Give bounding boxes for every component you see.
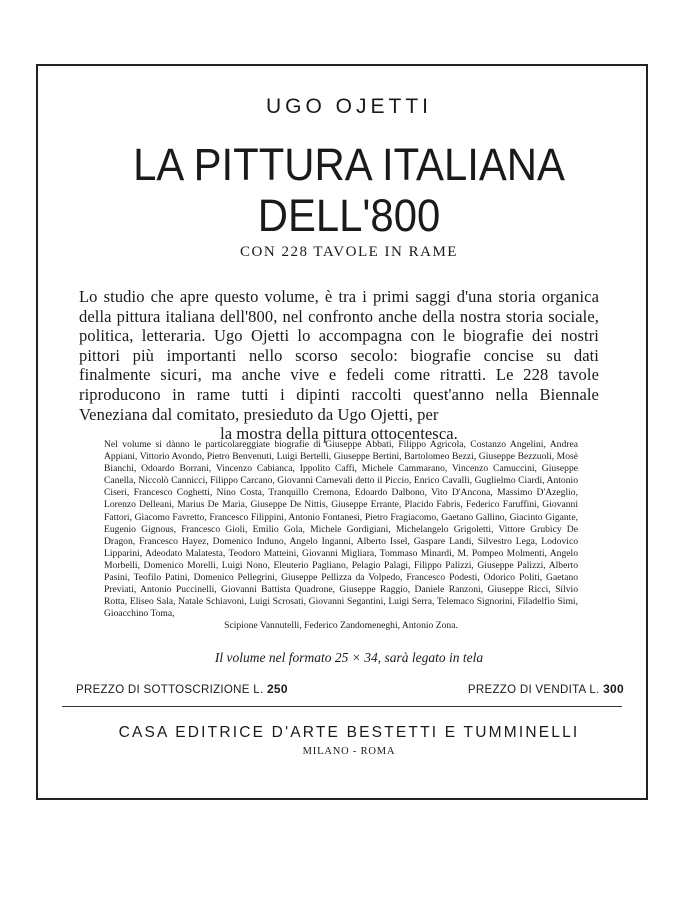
subscription-price [76, 682, 288, 696]
sale-price-label: PREZZO DI VENDITA L. [467, 684, 600, 696]
description-paragraph [79, 287, 599, 444]
description-last-line: la mostra della pittura ottocentesca. [220, 424, 458, 444]
title-line-1: LA PITTURA ITALIANA [133, 139, 565, 190]
publisher-cities: MILANO - ROMA [302, 746, 396, 757]
subscription-price-label: PREZZO DI SOTTOSCRIZIONE L. [76, 684, 264, 696]
painters-list-last-line: Scipione Vannutelli, Federico Zandomeneghi, Antonio Zona. [224, 620, 458, 632]
description-text: Lo studio che apre questo volume, è tra i primi saggi d'una storia organica della pittura italiana dell'800, nel confronto anche della nostra storia sociale, politica, letteraria. Ugo Ojetti lo accompagna con le biografie dei nostri pittori più importanti nello scorso secolo: biografie concise su dati finalmente sicuri, ma anche vive e fedeli come ritratti. Le 228 tavole riproducono in rame tutti i dipinti raccolti quest'anno nella Biennale Veneziana dal comitato, presieduto da Ugo Ojetti, per [79, 287, 599, 424]
divider [62, 706, 622, 707]
sale-price [468, 682, 624, 696]
painters-list-text: Nel volume si dànno le particolareggiate biografie di Giuseppe Abbati, Filippo Agricola, Costanzo Angelini, Andrea Appiani, Vittorio Avondo, Pietro Benvenuti, Luigi Bertelli, Giuseppe Bertini, Bartolomeo Bezzi, Giuseppe Bezzuoli, Mosè Bianchi, Odoardo Borrani, Vincenzo Cabianca, Ippolito Caffi, Michele Cammarano, Vincenzo Camuccini, Giuseppe Canella, Niccolò Cannicci, Filippo Carcano, Giovanni Carnevali detto il Piccio, Enrico Cavalli, Guglielmo Ciardi, Antonio Ciseri, Francesco Coghetti, Nino Costa, Tranquillo Cremona, Edoardo Dalbono, Vito D'Ancona, Massimo D'Azeglio, Lorenzo Delleani, Marius De Maria, Giuseppe De Nittis, Giuseppe Errante, Placido Fabris, Federico Faruffini, Giovanni Fattori, Giacomo Favretto, Francesco Filippini, Antonio Fontanesi, Pietro Fragiacomo, Gaetano Gallino, Giacinto Gigante, Eugenio Gignous, Francesco Gioli, Emilio Gola, Michele Gordigiani, Michelangelo Grigoletti, Vittore Grubicy De Dragon, Francesco Hayez, Domenico Induno, Angelo Inganni, Alberto Issel, Gaspare Landi, Silvestro Lega, Lodovico Lipparini, Adeodato Malatesta, Teodoro Matteini, Giovanni Migliara, Tommaso Minardi, M. Pompeo Molmenti, Angelo Morbelli, Domenico Morelli, Luigi Nono, Eleuterio Pagliano, Pelagio Palagi, Filippo Palizzi, Giuseppe Palizzi, Alberto Pasini, Teofilo Patini, Domenico Pellegrini, Giuseppe Pellizza da Volpedo, Francesco Podesti, Odorico Politi, Gaetano Previati, Antonio Puccinelli, Giovanni Battista Quadrone, Giuseppe Raggio, Daniele Ranzoni, Giuseppe Ricci, Silvio Rotta, Eliseo Sala, Natale Schiavoni, Luigi Scrosati, Giovanni Segantini, Luigi Serra, Telemaco Signorini, Filadelfio Simi, Gioacchino Toma, [104, 439, 578, 620]
author-name: UGO OJETTI [266, 95, 432, 118]
sale-price-value: 300 [603, 682, 624, 696]
painters-list [104, 439, 578, 633]
subtitle: CON 228 TAVOLE IN RAME [240, 244, 458, 260]
format-note: Il volume nel formato 25 × 34, sarà legato in tela [214, 650, 484, 665]
title-line-2: DELL'800 [257, 190, 441, 241]
publisher-name: CASA EDITRICE D'ARTE BESTETTI E TUMMINELLI [118, 724, 580, 741]
subscription-price-value: 250 [266, 682, 288, 696]
